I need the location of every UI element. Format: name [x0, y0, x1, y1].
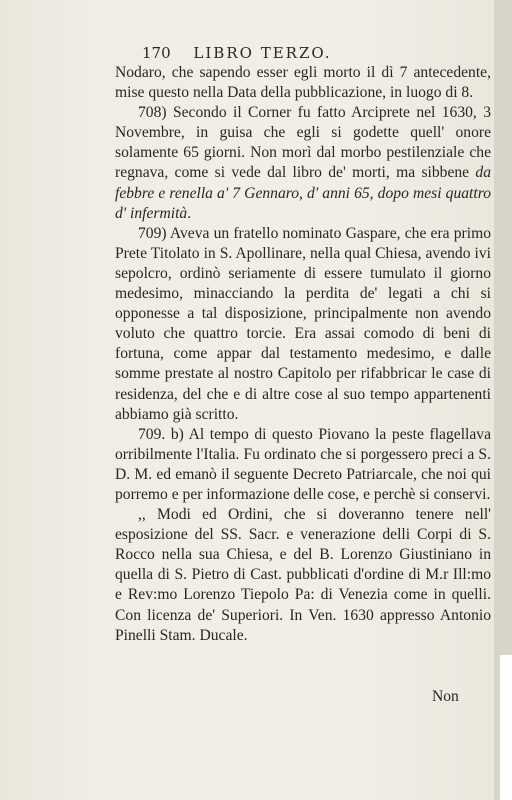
- text-run: 708) Secondo il Corner fu fatto Arciprete nel 1630, 3 Novembre, in guisa che egli si godette quell' onore solamente 65 giorni. Non morì dal morbo pestilenziale che regnava, come si vede dal libro de' morti, ma sibbene: [115, 104, 491, 182]
- page-edge: [494, 0, 512, 800]
- paragraph: [115, 103, 491, 224]
- page-number: 170: [142, 44, 171, 62]
- paragraph: [115, 63, 491, 103]
- text-run: .: [187, 204, 192, 222]
- page-edge-highlight: [500, 655, 512, 800]
- paragraph: [115, 425, 491, 505]
- paragraph: [115, 505, 491, 646]
- paragraph: [115, 224, 491, 425]
- text-run: Nodaro, che sapendo esser egli morto il dì 7 antecedente, mise questo nella Data della pubblicazione, in luogo di 8.: [115, 64, 491, 102]
- text-run: 709) Aveva un fratello nominato Gaspare, che era primo Prete Titolato in S. Apollinare, nella qual Chiesa, avendo ivi sepolcro, ordinò seriamente di essere tumulato il giorno medesimo, minacciando la perdita de' legati a chi si opponesse a tal disposizione, principalmente non avendo voluto che quattro torcie. Era assai comodo di beni di fortuna, come appar dal testamento medesimo, e dalle somme prestate al nostro Capitolo per rifabbricar le case di residenza, del che e di altre cose al suo tempo appartenenti abbiamo già scritto.: [115, 224, 491, 423]
- running-header: [142, 44, 422, 64]
- text-run: ,, Modi ed Ordini, che si doveranno tenere nell' esposizione del SS. Sacr. e venerazione delli Corpi di S. Rocco nella sua Chiesa, e del B. Lorenzo Giustiniano in quella di S. Pietro di Cast. pubblicati d'ordine di M.r Ill:mo e Rev:mo Lorenzo Tiepolo Pa: di Venezia come in quelli. Con licenza de' Superiori. In Ven. 1630 appresso Antonio Pinelli Stam. Ducale.: [115, 506, 491, 644]
- text-run: 709. b) Al tempo di questo Piovano la peste flagellava orribilmente l'Italia. Fu ordinato che si porgessero preci a S. D. M. ed emanò il seguente Decreto Patriarcale, che noi qui porremo e per informazione delle cose, e perchè si conservi.: [115, 425, 491, 503]
- running-title: LIBRO TERZO.: [193, 44, 332, 62]
- body-text: [115, 63, 491, 646]
- italic-text-run: da febbre e renella a' 7 Gennaro, d' anni 65, dopo mesi quattro d' infermità: [115, 164, 491, 222]
- catchword: Non: [432, 688, 459, 705]
